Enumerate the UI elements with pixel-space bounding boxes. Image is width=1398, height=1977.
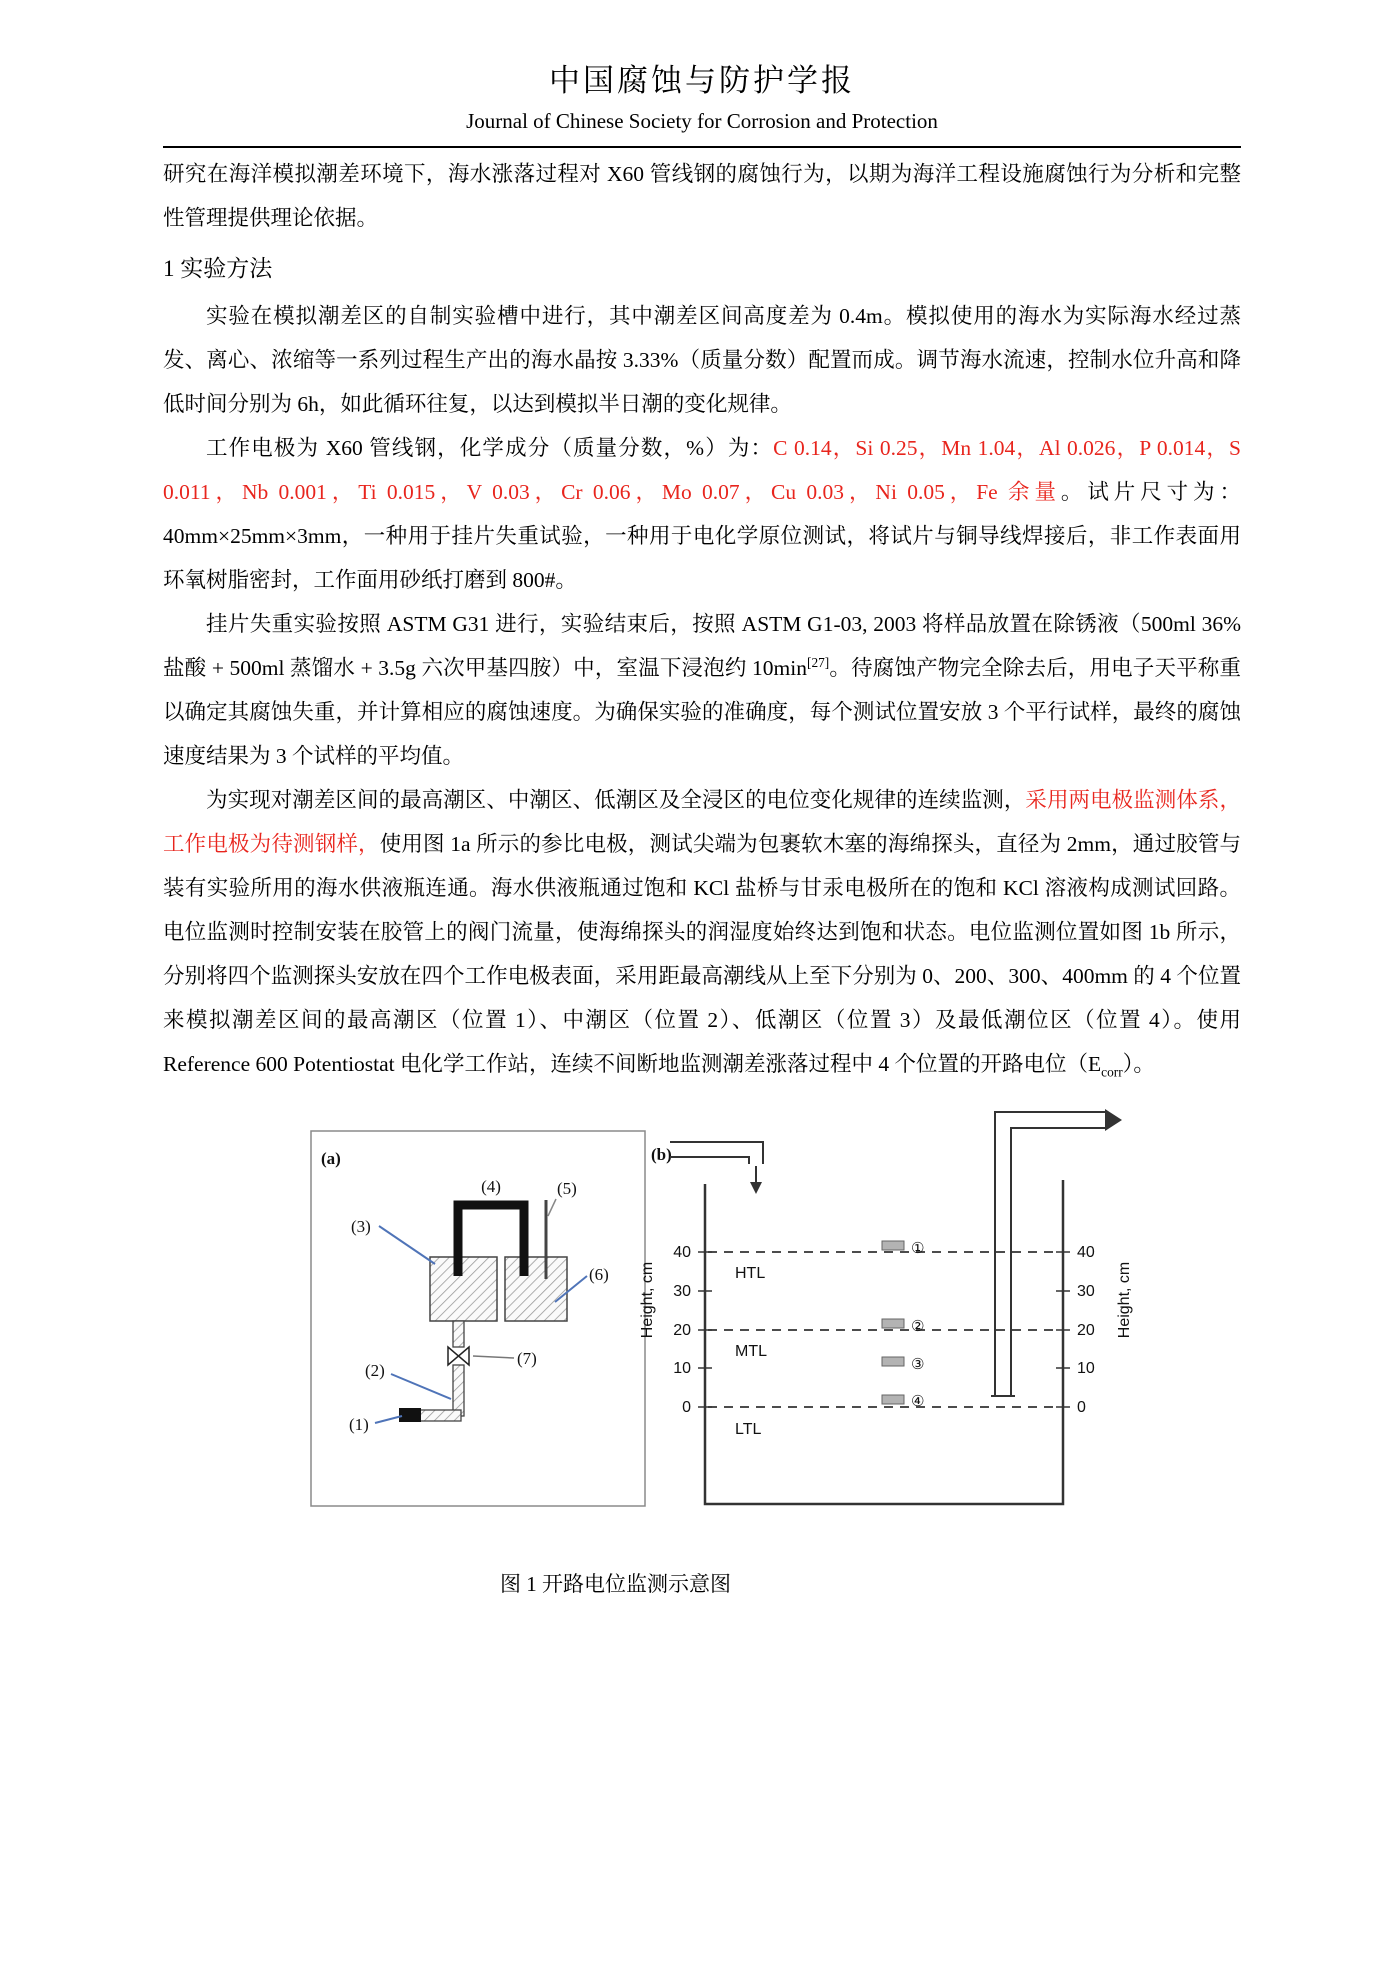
left-tick-20: 20 — [673, 1322, 691, 1339]
right-axis-label: Height, cm — [1116, 1261, 1133, 1339]
figure-1-drawing — [305, 1104, 1141, 1554]
left-tick-40: 40 — [673, 1244, 691, 1261]
sponge-probe-tip — [399, 1408, 421, 1422]
callout-1: (1) — [349, 1415, 369, 1434]
page-content — [163, 60, 1241, 1599]
p1-text: 实验在模拟潮差区的自制实验槽中进行，其中潮差区间高度差为 0.4m。模拟使用的海水为实际海水经过蒸发、离心、浓缩等一系列过程生产出的海水晶按 3.33%（质量分数）配置而成。调节海水流速，控制水位升高和降低时间分别为 6h，如此循环往复，以达到模拟半日潮的变化规律。 — [163, 304, 1241, 416]
paragraph-3 — [163, 602, 1241, 778]
inlet-pipe — [670, 1142, 763, 1194]
p2-run-1: 工作电极为 X60 管线钢，化学成分（质量分数，%）为： — [206, 436, 774, 460]
p4-run-5: ）。 — [1122, 1052, 1155, 1076]
p2-run-3: 。试片尺寸为：40mm×25mm×3mm，一种用于挂片失重试验，一种用于电化学原位测试，将试片与铜导线焊接后，非工作表面用环氧树脂密封，工作面用砂纸打磨到 800#。 — [163, 480, 1241, 592]
right-tick-40: 40 — [1077, 1244, 1095, 1261]
specimen-3 — [882, 1357, 904, 1366]
p3-run-3: 。待腐蚀产物完全除去后，用电子天平称重以确定其腐蚀失重，并计算相应的腐蚀速度。为确保实验的准确度，每个测试位置安放 3 个平行试样，最终的腐蚀速度结果为 3 个试样的平均值。 — [163, 656, 1241, 768]
left-axis — [639, 1244, 712, 1416]
inlet-arrow-icon — [750, 1182, 762, 1194]
right-tick-10: 10 — [1077, 1360, 1095, 1377]
article-body — [163, 152, 1241, 1086]
callout-7: (7) — [517, 1349, 537, 1368]
p3-citation-superscript: [27] — [807, 654, 830, 670]
panel-a-reference-electrode — [311, 1131, 645, 1506]
specimen-4 — [882, 1395, 904, 1404]
bridge-tube-lower — [453, 1365, 464, 1416]
section-1-heading: 1 实验方法 — [163, 256, 273, 281]
journal-header — [163, 60, 1241, 148]
bridge-tube-upper — [453, 1321, 464, 1347]
zone-label-htl: HTL — [735, 1265, 766, 1282]
callout-2: (2) — [365, 1361, 385, 1380]
paragraph-intro — [163, 152, 1241, 240]
specimen-2 — [882, 1319, 904, 1328]
panel-b-label: (b) — [651, 1145, 672, 1164]
right-tick-0: 0 — [1077, 1399, 1086, 1416]
bottom-bend-tube — [417, 1410, 461, 1421]
outlet-arrow-icon — [1105, 1109, 1122, 1131]
callout-5: (5) — [557, 1179, 577, 1198]
right-tick-20: 20 — [1077, 1322, 1095, 1339]
zone-label-mtl: MTL — [735, 1343, 767, 1360]
panel-b-tidal-tank — [639, 1109, 1133, 1504]
left-tick-30: 30 — [673, 1283, 691, 1300]
specimen-1 — [882, 1241, 904, 1250]
callout-6: (6) — [589, 1265, 609, 1284]
position-2-number: ② — [911, 1317, 925, 1335]
p4-run-1: 为实现对潮差区间的最高潮区、中潮区、低潮区及全浸区的电位变化规律的连续监测， — [206, 788, 1026, 812]
journal-title-cn: 中国腐蚀与防护学报 — [549, 63, 855, 98]
paragraph-1 — [163, 294, 1241, 426]
tank-outline — [705, 1180, 1063, 1504]
intro-text: 研究在海洋模拟潮差环境下，海水涨落过程对 X60 管线钢的腐蚀行为，以期为海洋工程设施腐蚀行为分析和完整性管理提供理论依据。 — [163, 162, 1241, 230]
figure-1-caption: 图 1 开路电位监测示意图 — [500, 1572, 731, 1596]
journal-title-en: Journal of Chinese Society for Corrosion and Protection — [466, 109, 938, 133]
position-3-number: ③ — [911, 1355, 925, 1373]
specimen-positions — [882, 1239, 924, 1410]
right-reservoir-block — [505, 1257, 567, 1321]
right-tick-30: 30 — [1077, 1283, 1095, 1300]
left-tick-10: 10 — [673, 1360, 691, 1377]
paragraph-2 — [163, 426, 1241, 602]
p4-run-3: 使用图 1a 所示的参比电极，测试尖端为包裹软木塞的海绵探头，直径为 2mm，通过胶管与装有实验所用的海水供液瓶连通。海水供液瓶通过饱和 KCl 盐桥与甘汞电极所在的饱和 KCl 溶液构成测试回路。电位监测时控制安装在胶管上的阀门流量，使海绵探头的润湿度始终达到饱和状态。电位监测位置如图 1b 所示，分别将四个监测探头安放在四个工作电极表面，采用距最高潮线从上至下分别为 0、200、300、400mm 的 4 个位置来模拟潮差区间的最高潮区（位置 1）、中潮区（位置 2）、低潮区（位置 3）及最低潮位区（位置 4）。使用 Reference 600 Potentiostat 电化学工作站，连续不间断地监测潮差涨落过程中 4 个位置的开路电位（E — [163, 832, 1241, 1076]
p4-run-2-red: 采用两电极监测体系，工作电极为待测钢样， — [163, 788, 1241, 856]
left-reservoir-block — [430, 1257, 497, 1321]
p4-ecorr-subscript: corr — [1101, 1064, 1123, 1080]
p2-run-2-red-composition: C 0.14，Si 0.25，Mn 1.04，Al 0.026，P 0.014，S 0.011，Nb 0.001，Ti 0.015，V 0.03，Cr 0.06，Mo 0.07，Cu 0.03，Ni 0.05，Fe 余量 — [163, 436, 1241, 504]
callout-4: (4) — [481, 1177, 501, 1196]
position-4-number: ④ — [911, 1392, 925, 1410]
panel-a-label: (a) — [321, 1149, 341, 1168]
right-axis — [1056, 1244, 1133, 1416]
callout-3: (3) — [351, 1217, 371, 1236]
header-rule — [163, 146, 1241, 148]
zone-label-ltl: LTL — [735, 1421, 762, 1438]
position-1-number: ① — [911, 1239, 925, 1257]
paragraph-4 — [163, 778, 1241, 1086]
p3-run-1: 挂片失重实验按照 ASTM G31 进行，实验结束后，按照 ASTM G1-03, 2003 将样品放置在除锈液（500ml 36% 盐酸 + 500ml 蒸馏水 + 3.5g 六次甲基四胺）中，室温下浸泡约 10min — [163, 612, 1241, 680]
left-tick-0: 0 — [682, 1399, 691, 1416]
figure-1 — [305, 1104, 1141, 1599]
left-axis-label: Height, cm — [639, 1261, 656, 1339]
